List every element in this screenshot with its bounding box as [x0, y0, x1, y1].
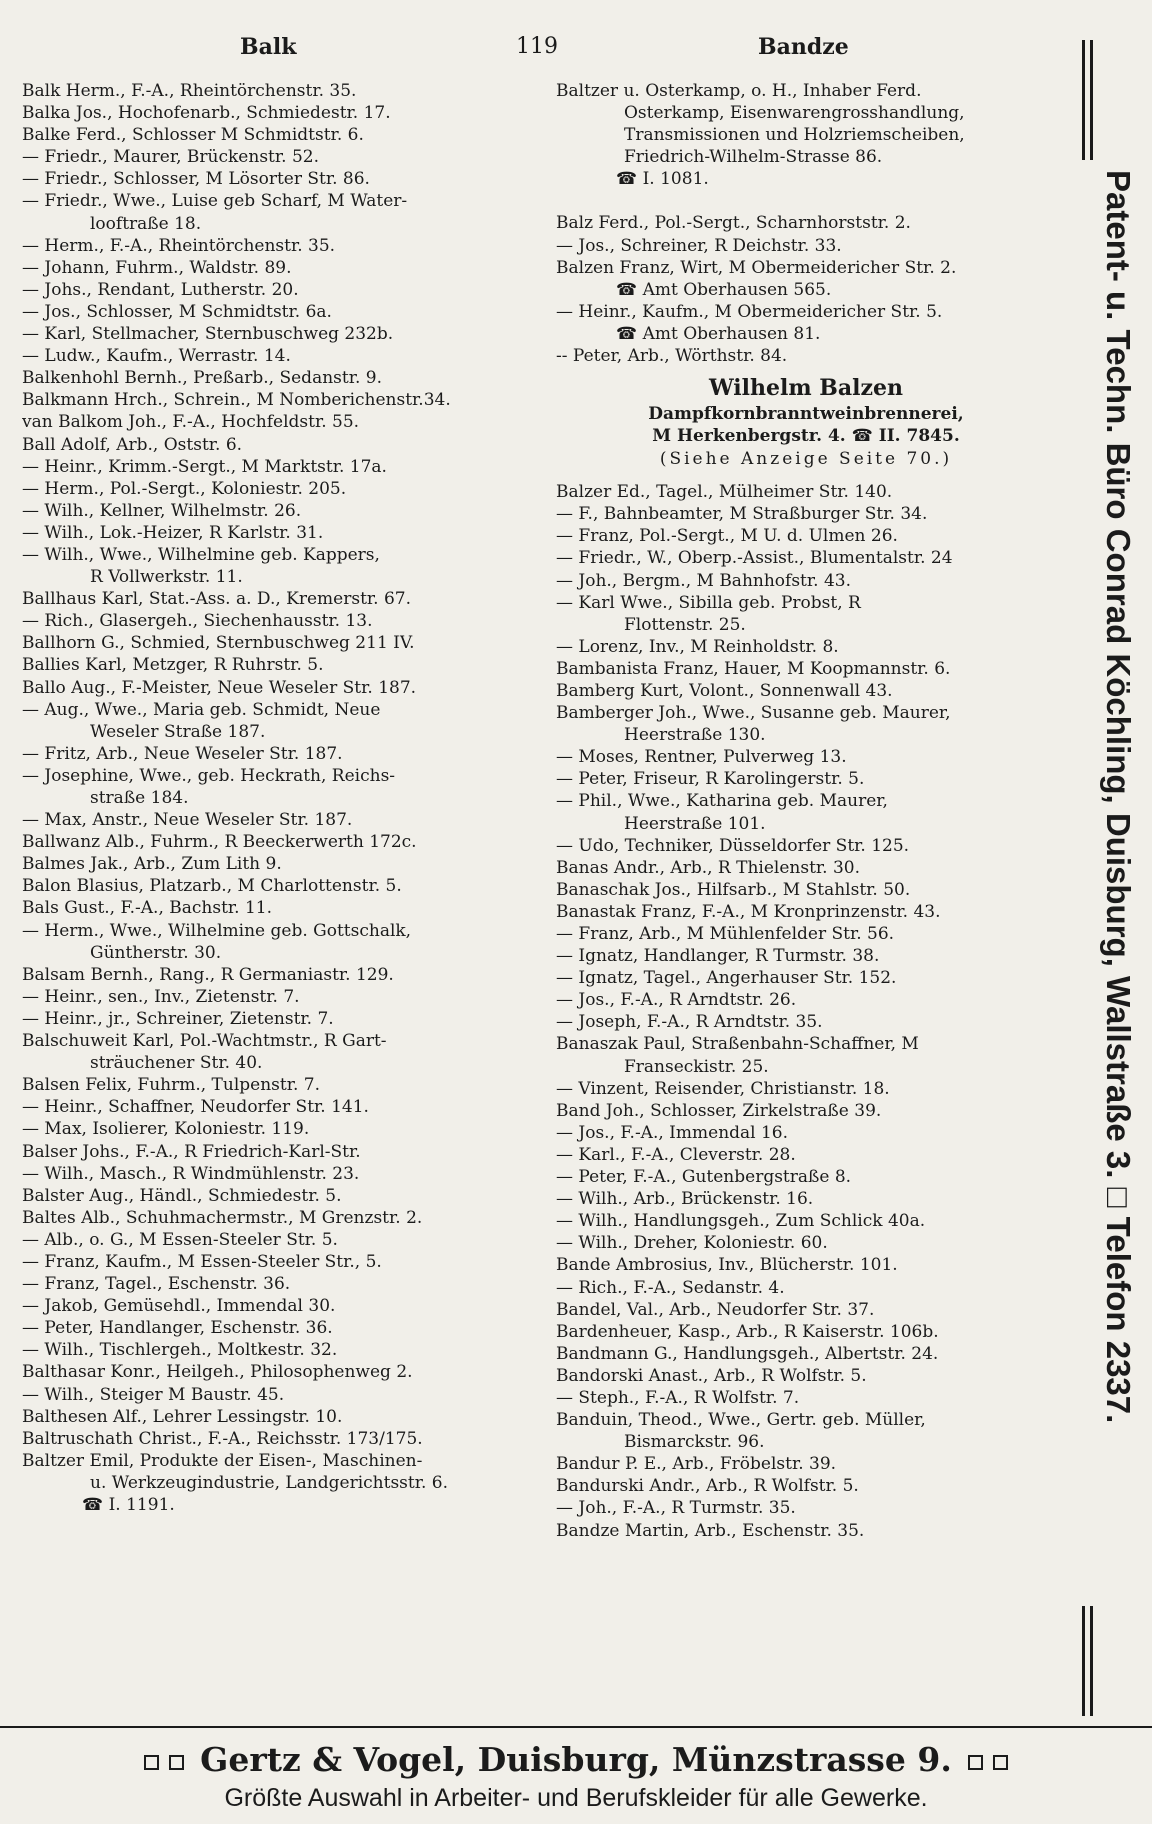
ad-note: (Siehe Anzeige Seite 70.) [659, 449, 953, 470]
directory-entry: — Friedr., Wwe., Luise geb Scharf, M Water- [22, 191, 408, 212]
directory-entry: — Karl, Stellmacher, Sternbuschweg 232b. [22, 324, 394, 345]
directory-entry: Heerstraße 130. [624, 725, 766, 746]
directory-entry: — Aug., Wwe., Maria geb. Schmidt, Neue [22, 699, 381, 720]
ad-line2-wrap [556, 425, 1056, 447]
directory-entry: Balka Jos., Hochofenarb., Schmiedestr. 17. [22, 103, 391, 124]
directory-entry: — Franz, Pol.-Sergt., M U. d. Ulmen 26. [556, 526, 898, 547]
directory-entry: Balthesen Alf., Lehrer Lessingstr. 10. [22, 1406, 343, 1427]
directory-entry: straße 184. [90, 788, 189, 808]
footer-rule [0, 1726, 1152, 1728]
directory-entry: — Peter, Friseur, R Karolingerstr. 5. [556, 769, 865, 790]
directory-entry: Bandur P. E., Arb., Fröbelstr. 39. [556, 1454, 837, 1475]
directory-entry: — Herm., F.-A., Rheintörchenstr. 35. [22, 235, 336, 256]
directory-entry: — Wilh., Dreher, Koloniestr. 60. [556, 1233, 828, 1254]
directory-entry: — Alb., o. G., M Essen-Steeler Str. 5. [22, 1229, 338, 1250]
directory-entry: Friedrich-Wilhelm-Strasse 86. [624, 147, 883, 168]
directory-entry: — Heinr., Schaffner, Neudorfer Str. 141. [22, 1097, 369, 1118]
directory-entry: Bamberger Joh., Wwe., Susanne geb. Maurer, [556, 703, 951, 724]
directory-entry: sträuchener Str. 40. [90, 1053, 263, 1074]
directory-entry: Bambanista Franz, Hauer, M Koopmannstr. 6. [556, 658, 951, 679]
sidebar-advertisement: Patent- u. Techn. Büro Conrad Köchling, Duisburg, Wallstraße 3. □ Telefon 2337. [1100, 170, 1137, 1424]
ad-address: M Herkenbergstr. 4. [652, 426, 846, 447]
directory-entry [556, 279, 1056, 301]
directory-entry: Balschuweit Karl, Pol.-Wachtmstr., R Gart- [22, 1031, 387, 1052]
square-icon [968, 1755, 983, 1770]
directory-entry: — Wilh., Handlungsgeh., Zum Schlick 40a. [556, 1211, 926, 1232]
directory-entry: looftraße 18. [90, 213, 202, 234]
directory-entry: — Jos., F.-A., Immendal 16. [556, 1122, 789, 1143]
ad-title: Wilhelm Balzen [708, 375, 903, 402]
telephone-icon: ☎ [616, 169, 643, 190]
directory-entry: — Peter, Handlanger, Eschenstr. 36. [22, 1318, 333, 1339]
phone-number: I. 1191. [108, 1495, 175, 1515]
directory-entry: — Max, Isolierer, Koloniestr. 119. [22, 1119, 310, 1140]
ad-line1: Dampfkornbranntweinbrennerei, [648, 404, 964, 425]
header-right: Bandze [758, 34, 849, 60]
directory-entry: Banaszak Paul, Straßenbahn-Schaffner, M [556, 1034, 919, 1055]
directory-entry: Bande Ambrosius, Inv., Blücherstr. 101. [556, 1255, 898, 1276]
directory-entry: — Wilh., Lok.-Heizer, R Karlstr. 31. [22, 522, 324, 543]
directory-entry [556, 323, 1056, 345]
directory-entry: Ballhorn G., Schmied, Sternbuschweg 211 IV. [22, 633, 415, 654]
square-icon [169, 1755, 184, 1770]
directory-entry: — Josephine, Wwe., geb. Heckrath, Reichs- [22, 765, 396, 786]
directory-entry: — Peter, F.-A., Gutenbergstraße 8. [556, 1167, 852, 1188]
phone-number: Amt Oberhausen 565. [642, 279, 832, 300]
directory-entry: Bandze Martin, Arb., Eschenstr. 35. [556, 1520, 865, 1541]
directory-entry: — Joh., Bergm., M Bahnhofstr. 43. [556, 570, 851, 591]
directory-entry: Baltzer u. Osterkamp, o. H., Inhaber Ferd. [556, 81, 922, 101]
directory-entry: Banastak Franz, F.-A., M Kronprinzenstr. 43. [556, 901, 941, 922]
directory-entry: Bardenheuer, Kasp., Arb., R Kaiserstr. 106b. [556, 1321, 939, 1342]
directory-entry: Baltruschath Christ., F.-A., Reichsstr. 173/175. [22, 1428, 423, 1449]
square-icon [993, 1755, 1008, 1770]
directory-entry: Franseckistr. 25. [624, 1056, 769, 1077]
directory-entry: — Udo, Techniker, Düsseldorfer Str. 125. [556, 835, 910, 856]
directory-entry: Balkmann Hrch., Schrein., M Nomberichenstr.34. [22, 390, 451, 411]
directory-entry: Baltes Alb., Schuhmachermstr., M Grenzstr. 2. [22, 1207, 423, 1228]
directory-entry: — Rich., F.-A., Sedanstr. 4. [556, 1277, 785, 1298]
directory-entry: -- Peter, Arb., Wörthstr. 84. [556, 346, 788, 367]
directory-entry: — Franz, Arb., M Mühlenfelder Str. 56. [556, 924, 895, 944]
footer-ad-line1 [0, 1740, 1152, 1779]
directory-entry: — Wilh., Kellner, Wilhelmstr. 26. [22, 500, 302, 521]
directory-entry: van Balkom Joh., F.-A., Hochfeldstr. 55. [22, 412, 360, 433]
side-rule-top-2 [1090, 40, 1093, 160]
side-rule-bottom [1082, 1606, 1085, 1716]
directory-entry: Balsam Bernh., Rang., R Germaniastr. 129. [22, 964, 394, 985]
directory-entry: Balser Johs., F.-A., R Friedrich-Karl-Str. [22, 1141, 361, 1162]
square-icon [144, 1755, 159, 1770]
directory-entry: Osterkamp, Eisenwarengrosshandlung, [624, 103, 965, 124]
telephone-icon: ☎ [616, 279, 643, 300]
directory-entry: — Steph., F.-A., R Wolfstr. 7. [556, 1387, 800, 1408]
directory-entry: — Ignatz, Handlanger, R Turmstr. 38. [556, 946, 880, 967]
directory-entry: Balon Blasius, Platzarb., M Charlottenstr. 5. [22, 876, 402, 897]
directory-entry: Balzen Franz, Wirt, M Obermeidericher Str. 2. [556, 257, 957, 278]
directory-entry: Bandorski Anast., Arb., R Wolfstr. 5. [556, 1365, 867, 1386]
directory-entry: Balsen Felix, Fuhrm., Tulpenstr. 7. [22, 1075, 321, 1096]
directory-entry: — Heinr., sen., Inv., Zietenstr. 7. [22, 986, 300, 1007]
directory-entry: — Wilh., Steiger M Baustr. 45. [22, 1384, 285, 1405]
directory-entry: — Rich., Glasergeh., Siechenhausstr. 13. [22, 611, 373, 632]
directory-entry: — Phil., Wwe., Katharina geb. Maurer, [556, 791, 888, 812]
directory-entry: Ball Adolf, Arb., Oststr. 6. [22, 434, 243, 455]
directory-entry: — Jos., Schlosser, M Schmidtstr. 6a. [22, 301, 332, 322]
directory-entry: — Friedr., Schlosser, M Lösorter Str. 86. [22, 169, 370, 190]
directory-entry: Bandel, Val., Arb., Neudorfer Str. 37. [556, 1299, 875, 1320]
directory-entry: Transmissionen und Holzriemscheiben, [624, 125, 965, 146]
header-left: Balk [240, 34, 297, 60]
directory-entry: Balz Ferd., Pol.-Sergt., Scharnhorststr. 2. [556, 213, 911, 234]
left-column [22, 80, 532, 1516]
directory-entry: — Karl., F.-A., Cleverstr. 28. [556, 1144, 796, 1165]
directory-entry: Ballo Aug., F.-Meister, Neue Weseler Str. 187. [22, 677, 417, 698]
directory-entry: — Wilh., Wwe., Wilhelmine geb. Kappers, [22, 544, 380, 565]
directory-entry: Flottenstr. 25. [624, 614, 746, 635]
directory-entry: Ballwanz Alb., Fuhrm., R Beeckerwerth 172c. [22, 832, 417, 853]
telephone-icon: ☎ [616, 323, 643, 344]
directory-entry: — Moses, Rentner, Pulverweg 13. [556, 747, 847, 768]
directory-entry: — Ludw., Kaufm., Werrastr. 14. [22, 346, 291, 367]
directory-entry: — Lorenz, Inv., M Reinholdstr. 8. [556, 636, 839, 657]
directory-entry: — Franz, Kaufm., M Essen-Steeler Str., 5. [22, 1251, 382, 1272]
directory-entry: — Jos., F.-A., R Arndtstr. 26. [556, 990, 797, 1011]
phone-number: Amt Oberhausen 81. [642, 323, 821, 344]
directory-entry: Balkenhohl Bernh., Preßarb., Sedanstr. 9. [22, 368, 382, 389]
directory-entry: — Herm., Pol.-Sergt., Koloniestr. 205. [22, 478, 347, 499]
footer-ad-line2: Größte Auswahl in Arbeiter- und Berufskleider für alle Gewerke. [224, 1784, 928, 1812]
directory-entry: Ballies Karl, Metzger, R Ruhrstr. 5. [22, 655, 324, 676]
directory-entry: — Vinzent, Reisender, Christianstr. 18. [556, 1078, 890, 1099]
directory-entry: Balk Herm., F.-A., Rheintörchenstr. 35. [22, 81, 357, 101]
directory-entry: Banas Andr., Arb., R Thielenstr. 30. [556, 857, 861, 878]
directory-entry: — Heinr., jr., Schreiner, Zietenstr. 7. [22, 1008, 334, 1029]
directory-entry: Bismarckstr. 96. [624, 1432, 765, 1453]
telephone-icon: ☎ [851, 426, 873, 447]
directory-entry: Bals Gust., F.-A., Bachstr. 11. [22, 898, 273, 919]
directory-entry: u. Werkzeugindustrie, Landgerichtsstr. 6. [90, 1472, 449, 1493]
directory-entry: Balmes Jak., Arb., Zum Lith 9. [22, 854, 282, 875]
directory-entry: Bandmann G., Handlungsgeh., Albertstr. 24. [556, 1343, 939, 1364]
directory-entry: Bandurski Andr., Arb., R Wolfstr. 5. [556, 1476, 859, 1497]
directory-entry: Balthasar Konr., Heilgeh., Philosophenweg 2. [22, 1362, 413, 1383]
ad-phone: II. 7845. [878, 426, 960, 447]
directory-entry: Ballhaus Karl, Stat.-Ass. a. D., Kremerstr. 67. [22, 589, 412, 610]
directory-entry: — Franz, Tagel., Eschenstr. 36. [22, 1274, 291, 1295]
directory-entry: — Herm., Wwe., Wilhelmine geb. Gottschalk, [22, 920, 412, 941]
directory-entry: Balke Ferd., Schlosser M Schmidtstr. 6. [22, 125, 364, 146]
directory-entry: — Fritz, Arb., Neue Weseler Str. 187. [22, 743, 343, 764]
directory-entry: — Heinr., Krimm.-Sergt., M Marktstr. 17a. [22, 456, 387, 477]
directory-entry: — Joseph, F.-A., R Arndtstr. 35. [556, 1012, 823, 1033]
directory-entry: Balster Aug., Händl., Schmiedestr. 5. [22, 1185, 342, 1206]
right-column-bottom [556, 481, 1056, 1542]
directory-entry: Banduin, Theod., Wwe., Gertr. geb. Müller, [556, 1410, 926, 1431]
directory-entry: — Friedr., W., Oberp.-Assist., Blumentalstr. 24 [556, 548, 953, 569]
telephone-icon: ☎ [82, 1495, 109, 1515]
right-column-top [556, 80, 1056, 367]
directory-entry: — Wilh., Masch., R Windmühlenstr. 23. [22, 1163, 360, 1184]
directory-entry: — Heinr., Kaufm., M Obermeidericher Str. 5. [556, 301, 943, 322]
directory-entry: — Wilh., Arb., Brückenstr. 16. [556, 1189, 814, 1210]
directory-entry: — Jakob, Gemüsehdl., Immendal 30. [22, 1296, 336, 1317]
directory-entry: Güntherstr. 30. [90, 942, 222, 963]
directory-entry: R Vollwerkstr. 11. [90, 567, 243, 588]
directory-entry: Band Joh., Schlosser, Zirkelstraße 39. [556, 1100, 882, 1121]
directory-entry: — Johs., Rendant, Lutherstr. 20. [22, 279, 299, 300]
directory-entry: — Joh., F.-A., R Turmstr. 35. [556, 1498, 796, 1519]
directory-entry: Balzer Ed., Tagel., Mülheimer Str. 140. [556, 482, 893, 503]
directory-entry: Baltzer Emil, Produkte der Eisen-, Maschinen- [22, 1450, 423, 1471]
advertisement-box [556, 373, 1056, 471]
side-rule-top [1082, 40, 1085, 160]
directory-entry: — Ignatz, Tagel., Angerhauser Str. 152. [556, 968, 897, 989]
directory-entry: — Johann, Fuhrm., Waldstr. 89. [22, 257, 292, 278]
directory-entry: — Karl Wwe., Sibilla geb. Probst, R [556, 592, 861, 613]
directory-entry: — F., Bahnbeamter, M Straßburger Str. 34. [556, 504, 928, 525]
directory-entry [556, 168, 1056, 190]
directory-entry: — Wilh., Tischlergeh., Moltkestr. 32. [22, 1340, 338, 1361]
directory-entry [22, 1494, 532, 1516]
directory-entry: Weseler Straße 187. [90, 721, 266, 742]
directory-entry: — Friedr., Maurer, Brückenstr. 52. [22, 147, 319, 168]
side-rule-bottom-2 [1090, 1606, 1093, 1716]
footer-company: Gertz & Vogel, Duisburg, Münzstrasse 9. [200, 1740, 952, 1779]
directory-entry: — Max, Anstr., Neue Weseler Str. 187. [22, 810, 353, 831]
page-number: 119 [516, 34, 558, 59]
directory-entry: Heerstraße 101. [624, 813, 766, 834]
phone-number: I. 1081. [642, 169, 709, 190]
directory-entry [556, 190, 1056, 212]
directory-entry: Banaschak Jos., Hilfsarb., M Stahlstr. 50. [556, 879, 911, 900]
directory-entry: Bamberg Kurt, Volont., Sonnenwall 43. [556, 680, 893, 701]
right-column [556, 80, 1056, 1542]
directory-entry: — Jos., Schreiner, R Deichstr. 33. [556, 235, 842, 256]
